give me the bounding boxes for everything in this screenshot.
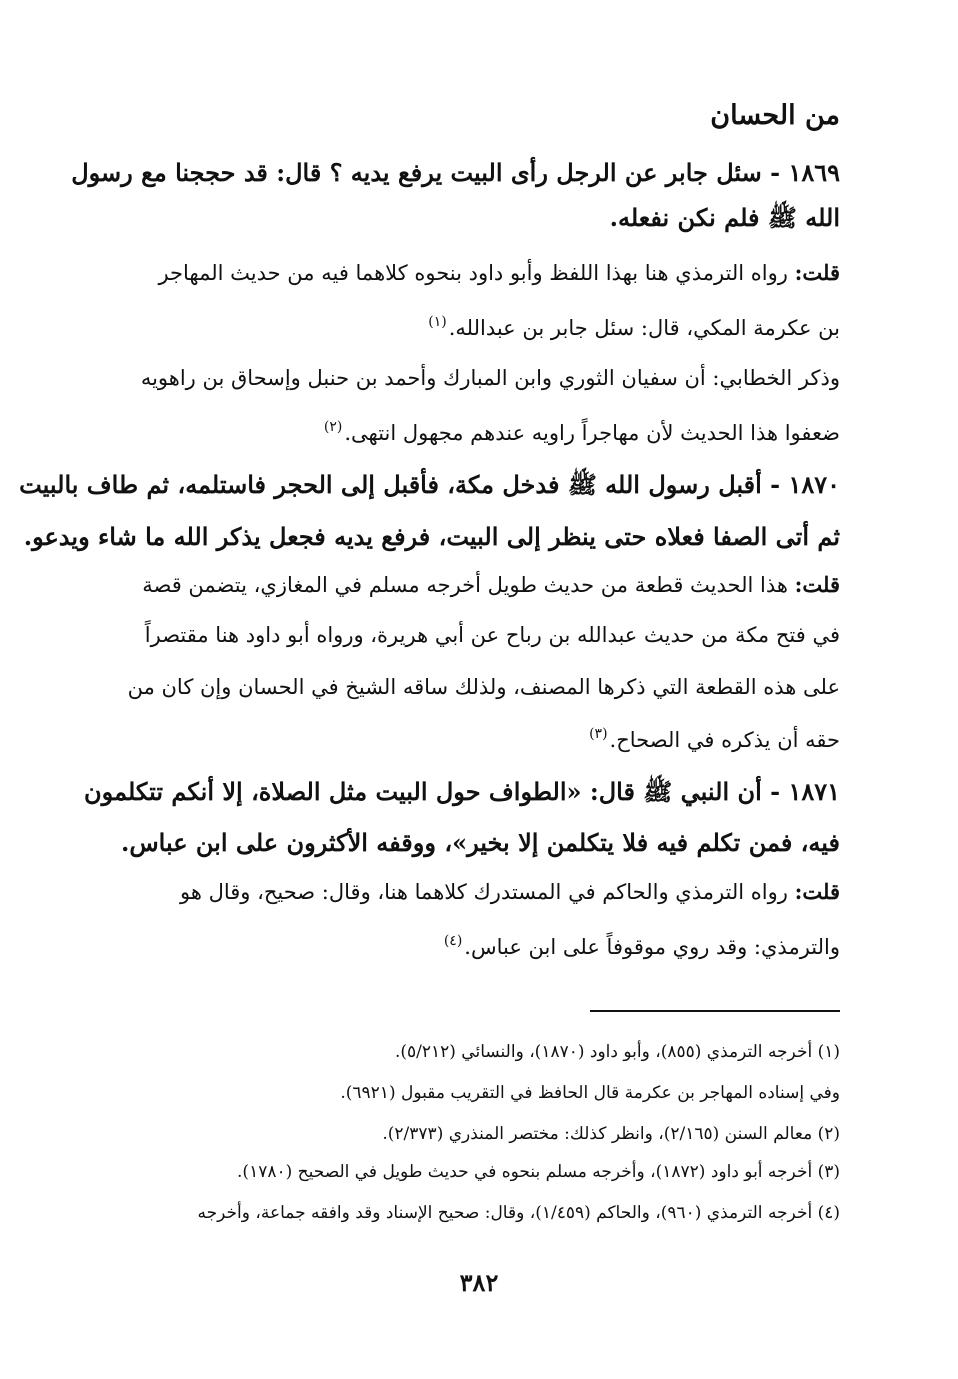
commentary-text: والترمذي: وقد روي موقوفاً على ابن عباس. (464, 935, 840, 959)
commentary-1869-line-4 (114, 418, 840, 451)
commentary-1870-line-1 (114, 570, 840, 600)
section-title: من الحسان (710, 100, 840, 131)
commentary-1869-line-1 (114, 258, 840, 288)
commentary-text: رواه الترمذي والحاكم في المستدرك كلاهما هنا، وقال: صحيح، وقال هو (179, 880, 788, 904)
footnote-1: (١) أخرجه الترمذي (٨٥٥)، وأبو داود (١٨٧٠)، والنسائي (٥/٢١٢). (394, 1042, 840, 1062)
footnote-separator (590, 1010, 840, 1012)
hadith-1870-line-2: ثم أتى الصفا فعلاه حتى ينظر إلى البيت، فرفع يديه فجعل يذكر الله ما شاء ويدعو. (23, 522, 840, 551)
hadith-1871-line-1: ١٨٧١ - أن النبي ﷺ قال: «الطواف حول البيت مثل الصلاة، إلا أنكم تتكلمون (84, 777, 840, 806)
footnote-ref-3: (٣) (589, 726, 608, 742)
commentary-text: ضعفوا هذا الحديث لأن مهاجراً راويه عندهم مجهول انتهى. (344, 421, 840, 445)
commentary-label: قلت: (794, 879, 840, 904)
commentary-1869-line-3: وذكر الخطابي: أن سفيان الثوري وابن المبارك وأحمد بن حنبل وإسحاق بن راهويه (140, 366, 840, 390)
commentary-text: هذا الحديث قطعة من حديث طويل أخرجه مسلم في المغازي، يتضمن قصة (142, 573, 788, 597)
footnote-4: (٤) أخرجه الترمذي (٩٦٠)، والحاكم (١/٤٥٩)، وقال: صحيح الإسناد وقد وافقه جماعة، وأخرجه (197, 1203, 840, 1223)
commentary-label: قلت: (794, 572, 840, 597)
hadith-1870-line-1: ١٨٧٠ - أقبل رسول الله ﷺ فدخل مكة، فأقبل إلى الحجر فاستلمه، ثم طاف بالبيت (19, 470, 840, 499)
page-number: ٣٨٢ (459, 1268, 499, 1297)
hadith-1871-line-2: فيه، فمن تكلم فيه فلا يتكلمن إلا بخير»، ووقفه الأكثرون على ابن عباس. (120, 828, 840, 857)
commentary-1870-line-3: على هذه القطعة التي ذكرها المصنف، ولذلك ساقه الشيخ في الحسان وإن كان من (127, 675, 840, 699)
footnote-ref-1: (١) (428, 314, 447, 330)
commentary-1869-line-2 (114, 313, 840, 346)
commentary-1870-line-4 (114, 725, 840, 758)
footnote-ref-4: (٤) (443, 933, 463, 949)
hadith-1869-line-2: الله ﷺ فلم نكن نفعله. (609, 203, 840, 232)
hadith-1869-line-1: ١٨٦٩ - سئل جابر عن الرجل رأى البيت يرفع يديه ؟ قال: قد حججنا مع رسول (71, 158, 840, 187)
commentary-1871-line-2 (114, 932, 840, 965)
commentary-text: رواه الترمذي هنا بهذا اللفظ وأبو داود بنحوه كلاهما فيه من حديث المهاجر (158, 261, 788, 285)
footnote-3: (٣) أخرجه أبو داود (١٨٧٢)، وأخرجه مسلم بنحوه في حديث طويل في الصحيح (١٧٨٠). (237, 1162, 840, 1182)
commentary-text: بن عكرمة المكي، قال: سئل جابر بن عبدالله. (448, 316, 840, 340)
commentary-1871-line-1 (114, 877, 840, 907)
footnote-1-continuation: وفي إسناده المهاجر بن عكرمة قال الحافظ في التقريب مقبول (٦٩٢١). (340, 1083, 840, 1103)
commentary-text: حقه أن يذكره في الصحاح. (609, 728, 840, 752)
footnote-2: (٢) معالم السنن (٢/١٦٥)، وانظر كذلك: مختصر المنذري (٢/٣٧٣). (382, 1124, 840, 1144)
commentary-1870-line-2: في فتح مكة من حديث عبدالله بن رباح عن أبي هريرة، ورواه أبو داود هنا مقتصراً (144, 623, 840, 647)
footnote-ref-2: (٢) (323, 419, 343, 435)
commentary-label: قلت: (794, 260, 840, 285)
